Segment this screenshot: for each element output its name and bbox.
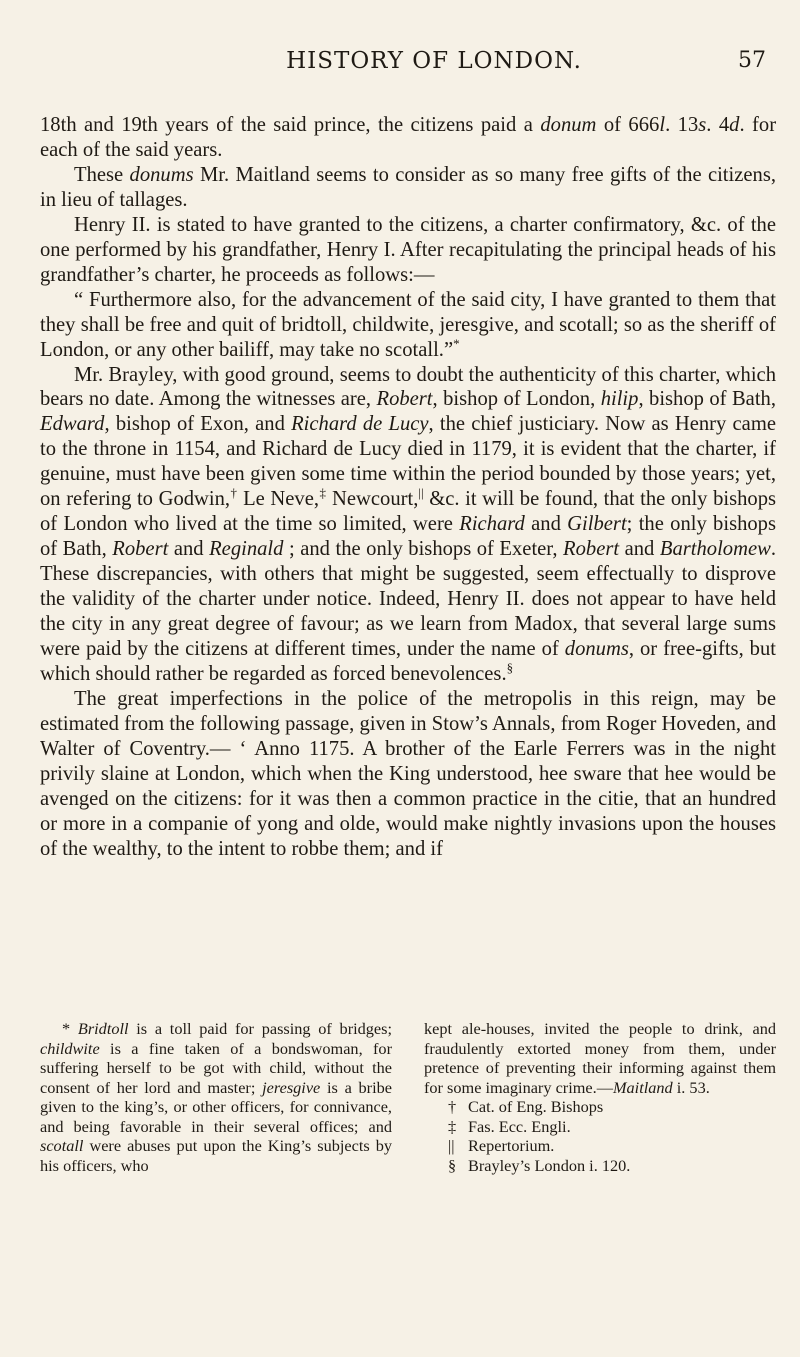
footnotes-left-column [40, 1019, 392, 1175]
footnote-double-dagger: ‡ Fas. Ecc. Engli. [448, 1116, 571, 1136]
paragraph-5: Mr. Brayley, with good ground, seems to doubt the authenticity of this charter, which bears no date. Among the witnesses are, Robert, bishop of London, hilip, bishop of Bath, Edward, bishop of Exon, and Richard de Lucy, the chief justiciary. Now as Henry came to the throne in 1154, and Richard de Lucy died in 1179, it is evident that the charter, if genuine, must have been given some time within the period bounded by those years; yet, on refering to Godwin,† Le Neve,‡ Newcourt,|| &c. it will be found, that the only bishops of London who lived at the time so limited, were Richard and Gilbert; the only bishops of Bath, Robert and Reginald ; and the only bishops of Exeter, Robert and Bartholomew. These discrepancies, with others that might be suggested, seem effectually to disprove the validity of the charter under notice. Indeed, Henry II. does not appear to have held the city in any great degree of favour; as we learn from Madox, that several large sums were paid by the citizens at different times, under the name of donums, or free-gifts, but which should rather be regarded as forced benevolences.§ [40, 363, 777, 685]
paragraph-2: These donums Mr. Maitland seems to consider as so many free gifts of the citizens, in lieu of tallages. [40, 163, 776, 211]
paragraph-6: The great imperfections in the police of the metropolis in this reign, may be estimated from the following passage, given in Stow’s Annals, from Roger Hoveden, and Walter of Coventry.— ‘ Anno 1175. A brother of the Earle Ferrers was in the night privily slaine at London, which when the King understood, hee sware that hee would be avenged on the citizens: for it was then a common practice in the citie, that an hundred or more in a companie of yong and olde, would make nightly invasions upon the houses of the wealthy, to the intent to robbe them; and if [40, 687, 776, 860]
paragraph-1: 18th and 19th years of the said prince, the citizens paid a donum of 666l. 13s. 4d. for each of the said years. [40, 114, 777, 161]
footnote-ref-star: * [453, 335, 460, 351]
footnotes-right-column [424, 1019, 776, 1175]
running-title: HISTORY OF LONDON. [286, 48, 582, 74]
paragraph-4: “ Furthermore also, for the advancement of the said city, I have granted to them that they shall be free and quit of bridtoll, childwite, jeresgive, and scotall; so as the sheriff of London, or any other bailiff, may take no scotall.”* [40, 288, 776, 361]
footnotes [40, 1019, 776, 1175]
footnote-ref-double-dagger: ‡ [319, 485, 327, 501]
body-text [40, 113, 776, 862]
footnote-star-continued: kept ale-houses, invited the people to drink, and fraudulently extorted money from them, under pretence of preventing their informing against them for some imaginary crime.—Maitland i. 53. [424, 1019, 776, 1097]
footnote-ref-section: § [506, 660, 514, 676]
paragraph-3: Henry II. is stated to have granted to the citizens, a charter confirmatory, &c. of the one performed by his grandfather, Henry I. After recapitulating the principal heads of his grandfather’s charter, he proceeds as follows:— [40, 213, 776, 286]
footnote-dagger: † Cat. of Eng. Bishops [448, 1097, 604, 1116]
footnote-section: § Brayley’s London i. 120. [448, 1155, 631, 1175]
footnote-ref-parallel: || [418, 485, 424, 501]
footnote-ref-dagger: † [230, 485, 238, 501]
footnote-parallel: || Repertorium. [448, 1136, 555, 1155]
page-number: 57 [738, 48, 766, 73]
footnote-star: * Bridtoll is a toll paid for passing of bridges; childwite is a fine taken of a bondswoman, for suffering herself to be got with child, without the consent of her lord and master; jeresgive is a bribe given to the king’s, or other officers, for connivance, and being favorable in their several offices; and scotall were abuses put upon the King’s subjects by his officers, who [40, 1019, 393, 1175]
